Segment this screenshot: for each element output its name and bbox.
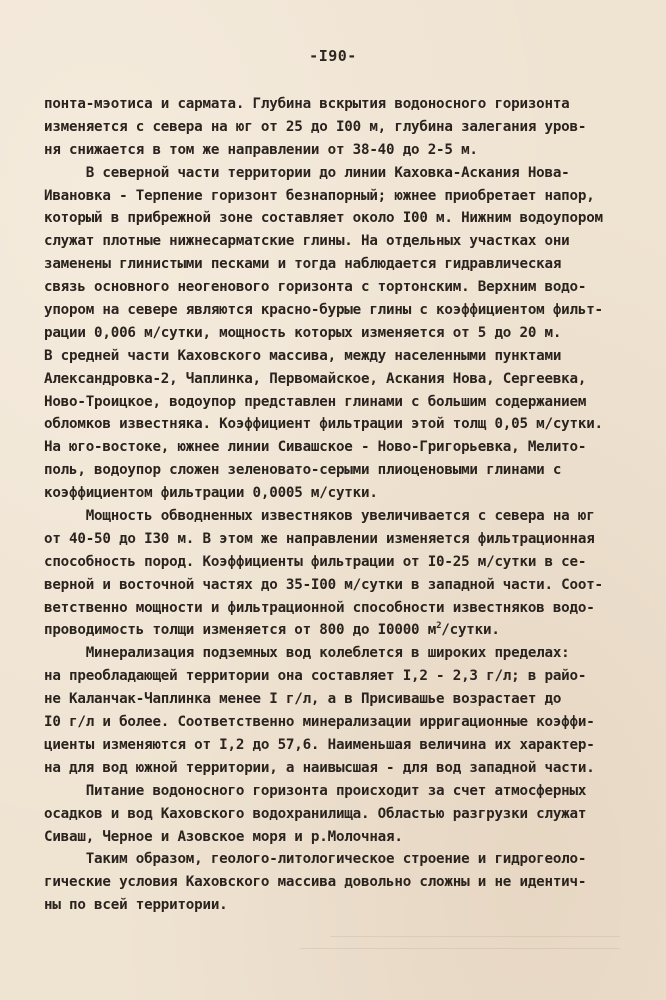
- text-line: связь основного неогенового горизонта с тортонским. Верхним водо-: [44, 279, 587, 296]
- text-line: рации 0,006 м/сутки, мощность которых изменяется от 5 до 20 м.: [44, 324, 562, 341]
- text-line: Таким образом, геолого-литологическое строение и гидрогеоло-: [44, 851, 587, 868]
- text-line: I0 г/л и более. Соответственно минерализации ирригационные коэффи-: [44, 714, 595, 731]
- text-line: изменяется с севера на юг от 25 до I00 м, глубина залегания уров-: [44, 118, 587, 135]
- text-line: понта-мэотиса и сармата. Глубина вскрытия водоносного горизонта: [44, 96, 570, 112]
- text-line: на для вод южной территории, а наивысшая - для вод западной части.: [44, 759, 595, 776]
- text-line: который в прибрежной зоне составляет около I00 м. Нижним водоупором: [44, 210, 603, 227]
- text-line: гические условия Каховского массива довольно сложны и не идентич-: [44, 874, 587, 891]
- text-line: циенты изменяются от I,2 до 57,6. Наименьшая величина их характер-: [44, 736, 595, 753]
- text-line-head: проводимость толщи изменяется от 800 до I0000 м: [44, 622, 437, 639]
- text-line: Ивановка - Терпение горизонт безнапорный; южнее приобретает напор,: [44, 187, 595, 204]
- bleed-through-mark: [300, 948, 620, 949]
- text-line: В северной части территории до линии Каховка-Аскания Нова-: [44, 164, 570, 181]
- text-line: ны по всей территории.: [44, 897, 228, 914]
- text-line: Александровка-2, Чаплинка, Первомайское, Аскания Нова, Сергеевка,: [44, 370, 587, 387]
- body-text: [44, 93, 644, 917]
- text-line: обломков известняка. Коэффициент фильтрации этой толщ 0,05 м/сутки.: [44, 416, 603, 433]
- text-line: осадков и вод Каховского водохранилища. Областью разгрузки служат: [44, 805, 587, 822]
- text-line: от 40-50 до I30 м. В этом же направлении изменяется фильтрационная: [44, 530, 595, 547]
- text-line: Сиваш, Черное и Азовское моря и р.Молочная.: [44, 828, 403, 845]
- text-line: коэффициентом фильтрации 0,0005 м/сутки.: [44, 485, 378, 502]
- text-line: В средней части Каховского массива, между населенными пунктами: [44, 347, 562, 364]
- text-line: ветственно мощности и фильтрационной способности известняков водо-: [44, 599, 595, 616]
- text-line: служат плотные нижнесарматские глины. На отдельных участках они: [44, 233, 570, 250]
- text-line: не Каланчак-Чаплинка менее I г/л, а в Присивашье возрастает до: [44, 691, 562, 708]
- text-line: на преобладающей территории она составляет I,2 - 2,3 г/л; в райо-: [44, 668, 587, 685]
- text-line-tail: /сутки.: [441, 622, 500, 639]
- text-line-with-superscript: [44, 619, 644, 642]
- text-line: упором на севере являются красно-бурые глины с коэффициентом фильт-: [44, 302, 603, 319]
- page-number: -I90-: [309, 47, 357, 65]
- text-line: ня снижается в том же направлении от 38-40 до 2-5 м.: [44, 141, 478, 158]
- text-line: Питание водоносного горизонта происходит за счет атмосферных: [44, 782, 587, 799]
- text-line: Ново-Троицкое, водоупор представлен глинами с большим содержанием: [44, 393, 587, 410]
- text-line: поль, водоупор сложен зеленовато-серыми плиоценовыми глинами с: [44, 462, 562, 479]
- text-line: верной и восточной частях до 35-I00 м/сутки в западной части. Соот-: [44, 576, 603, 593]
- text-line: Мощность обводненных известняков увеличивается с севера на юг: [44, 508, 595, 525]
- text-line: На юго-востоке, южнее линии Сивашское - Ново-Григорьевка, Мелито-: [44, 439, 587, 456]
- bleed-through-mark: [330, 936, 620, 937]
- text-line: Минерализация подземных вод колеблется в широких пределах:: [44, 645, 570, 662]
- text-line: способность пород. Коэффициенты фильтрации от I0-25 м/сутки в се-: [44, 553, 587, 570]
- superscript: 2: [436, 621, 442, 632]
- text-line: заменены глинистыми песками и тогда наблюдается гидравлическая: [44, 256, 562, 273]
